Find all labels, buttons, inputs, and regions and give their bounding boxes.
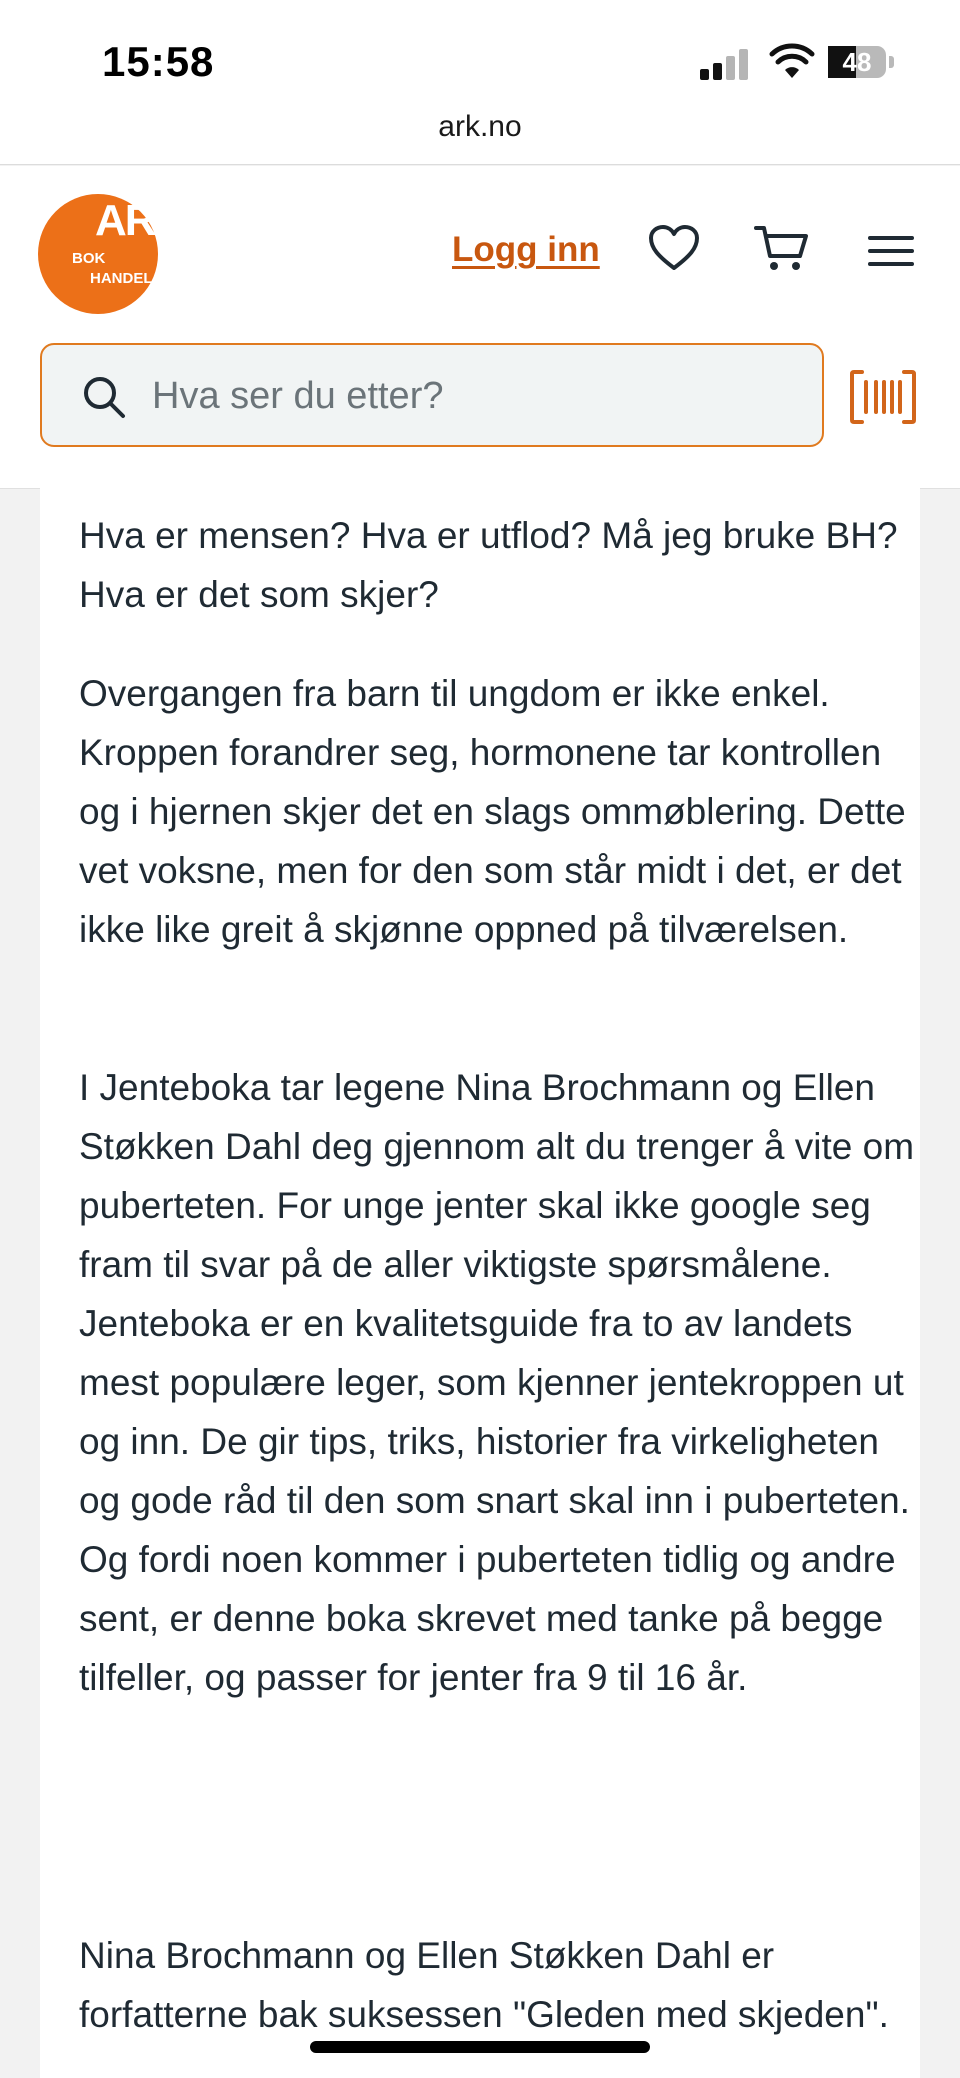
- status-bar: [0, 0, 960, 110]
- logo-text-ark: ARK: [95, 196, 185, 245]
- logo-text-handel: HANDEL: [90, 270, 153, 287]
- cart-icon[interactable]: [754, 224, 810, 274]
- menu-icon[interactable]: [868, 236, 914, 266]
- ark-logo[interactable]: [38, 194, 185, 314]
- logo-text-bok: BOK: [72, 250, 106, 267]
- url-text: ark.no: [438, 110, 522, 143]
- search-icon[interactable]: [82, 375, 126, 419]
- battery-cap: [889, 56, 894, 68]
- description-paragraph-1: Hva er mensen? Hva er utflod? Må jeg bruke BH? Hva er det som skjer?: [79, 515, 898, 615]
- product-description: [40, 488, 920, 2078]
- barcode-scanner-icon[interactable]: [850, 370, 916, 424]
- home-indicator[interactable]: [310, 2041, 650, 2053]
- search-bar[interactable]: [40, 343, 824, 447]
- status-time: 15:58: [102, 38, 215, 85]
- wifi-icon: [770, 44, 814, 80]
- battery-level: 48: [842, 47, 872, 77]
- heart-icon[interactable]: [648, 224, 700, 272]
- search-input[interactable]: [150, 345, 804, 447]
- description-paragraph-2: Overgangen fra barn til ungdom er ikke enkel. Kroppen forandrer seg, hormonene tar kontrollen og i hjernen skjer det en slags ommøblering. Dette vet voksne, men for den som står midt i det, er det ikke like greit å skjønne oppned på tilværelsen.: [79, 673, 906, 950]
- cellular-signal-icon: [700, 48, 752, 80]
- site-header: [0, 166, 960, 489]
- description-paragraph-3: I Jenteboka tar legene Nina Brochmann og Ellen Støkken Dahl deg gjennom alt du trenger å vite om puberteten. For unge jenter skal ikke google seg fram til svar på de aller viktigste spørsmålene. Jenteboka er en kvalitetsguide fra to av landets mest populære leger, som kjenner jentekroppen ut og inn. De gir tips, triks, historier fra virkeligheten og gode råd til den som snart skal inn i puberteten. Og fordi noen kommer i puberteten tidlig og andre sent, er denne boka skrevet med tanke på begge tilfeller, og passer for jenter fra 9 til 16 år.: [79, 1067, 915, 1698]
- login-link[interactable]: Logg inn: [452, 230, 600, 269]
- description-paragraph-4: Nina Brochmann og Ellen Støkken Dahl er forfatterne bak suksessen "Gleden med skjeden".: [79, 1935, 889, 2035]
- browser-url-bar[interactable]: [0, 110, 960, 165]
- battery-icon: [828, 46, 886, 78]
